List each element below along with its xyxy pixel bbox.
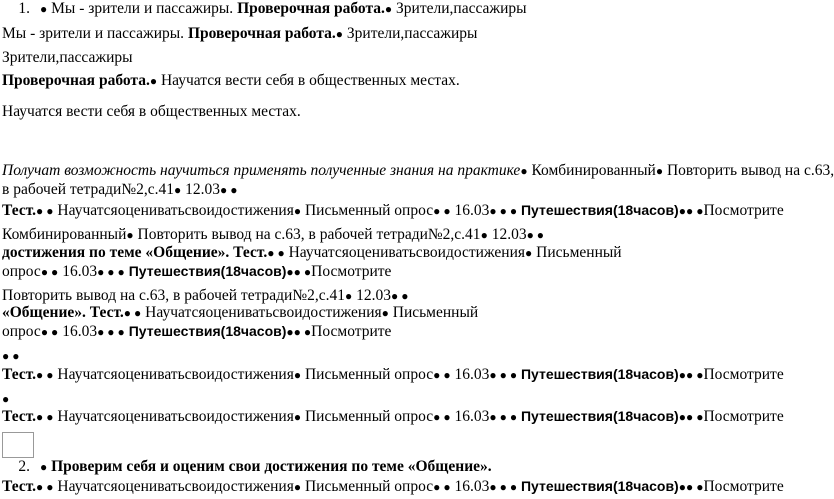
list-item-1 (2, 0, 527, 18)
paragraph-line-17 (2, 390, 9, 408)
bold-text: Проверочная работа. (187, 25, 336, 42)
paragraph-line-14 (2, 322, 391, 341)
text: 16.03 (58, 323, 98, 340)
bold-text: достижения по теме «Общение». Тест. (2, 244, 268, 261)
bullet-icon: ● ● (685, 480, 704, 494)
bullet-icon: ● (678, 480, 686, 494)
text: в рабочей тетради№2,с.41 (2, 181, 174, 198)
bullet-icon: ● (678, 204, 686, 218)
bullet-icon: ● (678, 368, 686, 382)
bullet-icon: ● ● (433, 368, 451, 382)
trip-text: Путешествия(18часов) (124, 263, 287, 279)
date-text: 16.03 (450, 366, 490, 383)
bullet-icon: ● (293, 410, 302, 424)
written-text: Письменный опрос (301, 408, 434, 425)
text: Мы - зрители и пассажиры. (47, 0, 238, 17)
paragraph-line-4 (2, 72, 460, 90)
text: Мы - зрители и пассажиры. (2, 25, 188, 42)
bullet-icon: ● (480, 228, 488, 242)
text: Комбинированный (2, 226, 127, 243)
bullet-icon: ● ● (685, 204, 704, 218)
bullet-icon: ● ● ● (489, 480, 518, 494)
bullet-icon: ● ● (40, 265, 59, 279)
text: опрос (2, 323, 41, 340)
bullet-icon: ● (126, 228, 134, 242)
list-number: 2. (18, 458, 30, 475)
bullet-icon: ● ● ● (97, 265, 125, 279)
bullet-icon: ● (293, 480, 302, 494)
test-label: Тест. (2, 478, 37, 495)
text: Научатся вести себя в общественных местах. (157, 72, 460, 89)
trip-text: Путешествия(18часов) (517, 478, 679, 494)
bullet-icon: ● (293, 204, 302, 218)
bullet-icon: ● (381, 306, 389, 320)
paragraph-line-11 (2, 262, 391, 281)
bullet-icon: ● ● (267, 246, 285, 260)
paragraph-line-5 (2, 103, 301, 121)
bullet-icon: ● (286, 325, 294, 339)
bullet-icon: ● (286, 265, 294, 279)
bullet-icon: ● (345, 289, 353, 303)
bullet-icon: ● ● (40, 325, 59, 339)
bullet-icon: ● (293, 368, 302, 382)
bullet-icon: ● ● (36, 480, 54, 494)
bullet-icon: ● (384, 2, 393, 16)
bullet-icon: ● ● (220, 183, 238, 197)
bullet-icon: ● ● (36, 368, 54, 382)
list-number: 1. (18, 0, 30, 17)
see-text: Посмотрите (311, 263, 392, 280)
bullet-icon: ● (520, 164, 528, 178)
bold-text: Проверим себя и оценим свои достижения по теме «Общение». (47, 458, 492, 475)
date-text: 16.03 (450, 478, 490, 495)
bullet-icon: ● ● (293, 265, 312, 279)
bullet-icon: ● (40, 460, 48, 474)
learn-text: Научатсяоцениватьсвоидостижения (53, 408, 294, 425)
bullet-icon: ● ● (391, 289, 409, 303)
bullet-icon: ● (149, 74, 158, 88)
paragraph-line-9 (2, 226, 544, 244)
bullet-icon: ● ● (36, 204, 54, 218)
lesson-row (2, 477, 784, 496)
bullet-icon: ● (174, 183, 182, 197)
bullet-icon: ● ● ● (97, 325, 125, 339)
text: Комбинированный (527, 162, 656, 179)
text: Письменный (532, 244, 622, 261)
bold-text: «Общение». Тест. (2, 304, 124, 321)
bullet-icon: ● ● (685, 368, 704, 382)
test-label: Тест. (2, 366, 37, 383)
text: опрос (2, 263, 41, 280)
learn-text: Научатсяоцениватьсвоидостижения (53, 202, 294, 219)
lesson-row (2, 201, 784, 220)
list-item-2 (2, 458, 492, 476)
bullet-icon: ● ● (433, 480, 451, 494)
trip-text: Путешествия(18часов) (124, 323, 287, 339)
text: 12.03 (181, 181, 220, 198)
bullet-icon: ● (525, 246, 533, 260)
learn-text: Научатсяоцениватьсвоидостижения (53, 478, 294, 495)
paragraph-line-7 (2, 181, 238, 199)
trip-text: Путешествия(18часов) (517, 366, 679, 382)
written-text: Письменный опрос (301, 478, 434, 495)
text: Письменный (388, 304, 479, 321)
bullet-icon: ● ● ● (489, 368, 518, 382)
paragraph-line-13 (2, 304, 478, 322)
date-text: 16.03 (450, 408, 490, 425)
paragraph-line-2 (2, 25, 477, 43)
bold-text: Проверочная работа. (237, 0, 385, 17)
see-text: Посмотрите (311, 323, 392, 340)
bullet-icon: ● ● (526, 228, 545, 242)
text: Повторить вывод на с.63, в рабочей тетради№2,с.41 (2, 287, 346, 304)
bullet-icon: ● ● ● (489, 204, 518, 218)
bold-text: Проверочная работа. (2, 72, 150, 89)
empty-text-box[interactable] (2, 432, 34, 458)
text: 12.03 (487, 226, 527, 243)
bullet-icon: ● ● (36, 410, 54, 424)
bullet-icon: ● ● (293, 325, 312, 339)
bullet-icon: ● ● (433, 204, 451, 218)
see-text: Посмотрите (703, 202, 784, 219)
bullet-icon: ● (678, 410, 686, 424)
written-text: Письменный опрос (301, 366, 434, 383)
italic-text: Получат возможность научиться применять полученные знания на практике (2, 162, 521, 179)
paragraph-line-6 (2, 162, 834, 180)
text: Зрители,пассажиры (392, 0, 527, 17)
written-text: Письменный опрос (301, 202, 434, 219)
bullet-icon: ● ● (2, 349, 20, 363)
bullet-icon: ● ● (433, 410, 451, 424)
bullet-icon: ● (40, 2, 48, 16)
learn-text: Научатсяоцениватьсвоидостижения (53, 366, 294, 383)
text: 12.03 (352, 287, 392, 304)
test-label: Тест. (2, 408, 37, 425)
text: 16.03 (58, 263, 98, 280)
lesson-row (2, 365, 784, 384)
bullet-icon: ● ● (685, 410, 704, 424)
text: Научатсяоцениватьсвоидостижения (284, 244, 526, 261)
text: Повторить вывод на с.63, в рабочей тетради№2,с.41 (133, 226, 481, 243)
trip-text: Путешествия(18часов) (517, 408, 679, 424)
test-label: Тест. (2, 202, 37, 219)
trip-text: Путешествия(18часов) (517, 202, 679, 218)
paragraph-line-15 (2, 347, 20, 365)
paragraph-line-12 (2, 287, 409, 305)
text: Зрители,пассажиры (2, 49, 133, 66)
bullet-icon: ● ● ● (489, 410, 518, 424)
lesson-row (2, 407, 784, 426)
text: Научатся вести себя в общественных местах. (2, 103, 301, 120)
bullet-icon: ● ● (123, 306, 142, 320)
text: Повторить вывод на с.63, (663, 162, 834, 179)
text: Зрители,пассажиры (343, 25, 478, 42)
paragraph-line-3 (2, 49, 133, 67)
paragraph-line-10 (2, 244, 622, 262)
see-text: Посмотрите (703, 366, 784, 383)
bullet-icon: ● (655, 164, 664, 178)
date-text: 16.03 (450, 202, 490, 219)
see-text: Посмотрите (703, 408, 784, 425)
text: Научатсяоцениватьсвоидостижения (141, 304, 382, 321)
see-text: Посмотрите (703, 478, 784, 495)
bullet-icon: ● (335, 27, 344, 41)
bullet-icon: ● (2, 392, 10, 406)
